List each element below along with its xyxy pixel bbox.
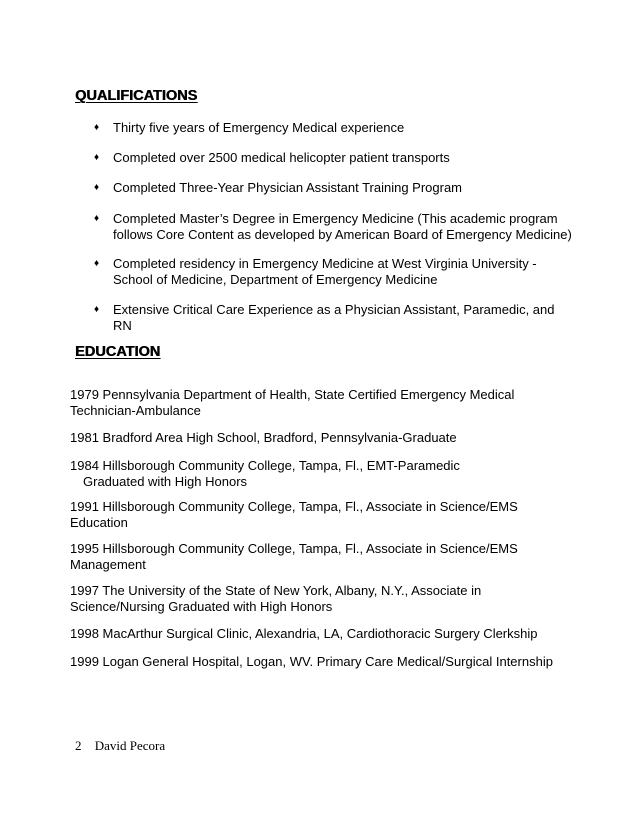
education-entry [70,430,570,446]
diamond-bullet-icon: ♦ [94,182,100,193]
education-entry-continuation: Education [70,515,128,530]
qualification-text: Thirty five years of Emergency Medical experience [113,120,405,135]
education-entry [70,387,570,419]
qualification-text: Completed residency in Emergency Medicine at West Virginia University - School of Medicine, Department of Emergency Medicine [113,256,537,287]
qualification-item [94,180,574,196]
qualification-item [94,211,574,243]
education-entry-continuation: Graduated with High Honors [83,474,248,489]
qualifications-heading: QUALIFICATIONS [75,88,198,104]
education-entry-line: 1995 Hillsborough Community College, Tampa, Fl., Associate in Science/EMS [70,541,518,556]
qualification-text: Extensive Critical Care Experience as a Physician Assistant, Paramedic, and RN [113,302,555,333]
diamond-bullet-icon: ♦ [94,122,100,133]
page-footer [75,738,165,754]
education-entry-line: 1979 Pennsylvania Department of Health, State Certified Emergency Medical [70,387,515,402]
education-entry [70,626,570,642]
education-entry-line: 1981 Bradford Area High School, Bradford, Pennsylvania-Graduate [70,430,457,445]
education-entry-line: 1997 The University of the State of New York, Albany, N.Y., Associate in [70,583,482,598]
education-entry-continuation: Technician-Ambulance [70,403,201,418]
qualification-text: Completed over 2500 medical helicopter patient transports [113,150,450,165]
education-entry-line: 1984 Hillsborough Community College, Tampa, Fl., EMT-Paramedic [70,458,460,473]
education-entry-line: 1991 Hillsborough Community College, Tampa, Fl., Associate in Science/EMS [70,499,518,514]
qualification-item [94,150,574,166]
education-entry [70,654,570,670]
diamond-bullet-icon: ♦ [94,304,100,315]
education-entry [70,458,570,490]
qualification-item [94,302,574,334]
education-entry [70,499,570,531]
diamond-bullet-icon: ♦ [94,213,100,224]
education-entry [70,541,570,573]
education-heading: EDUCATION [75,344,161,360]
qualification-text: Completed Master’s Degree in Emergency Medicine (This academic program follows Core Content as developed by American Board of Emergency Medicine) [113,211,572,242]
education-entry-continuation: Management [70,557,146,572]
qualification-item [94,256,574,288]
author-name: David Pecora [94,738,166,753]
education-entry-continuation: Science/Nursing Graduated with High Honors [70,599,333,614]
education-entry [70,583,570,615]
qualification-text: Completed Three-Year Physician Assistant Training Program [113,180,463,195]
qualification-item [94,120,574,136]
diamond-bullet-icon: ♦ [94,152,100,163]
education-entry-line: 1998 MacArthur Surgical Clinic, Alexandria, LA, Cardiothoracic Surgery Clerkship [70,626,538,641]
page-number: 2 [75,738,82,753]
diamond-bullet-icon: ♦ [94,258,100,269]
education-entry-line: 1999 Logan General Hospital, Logan, WV. Primary Care Medical/Surgical Internship [70,654,553,669]
